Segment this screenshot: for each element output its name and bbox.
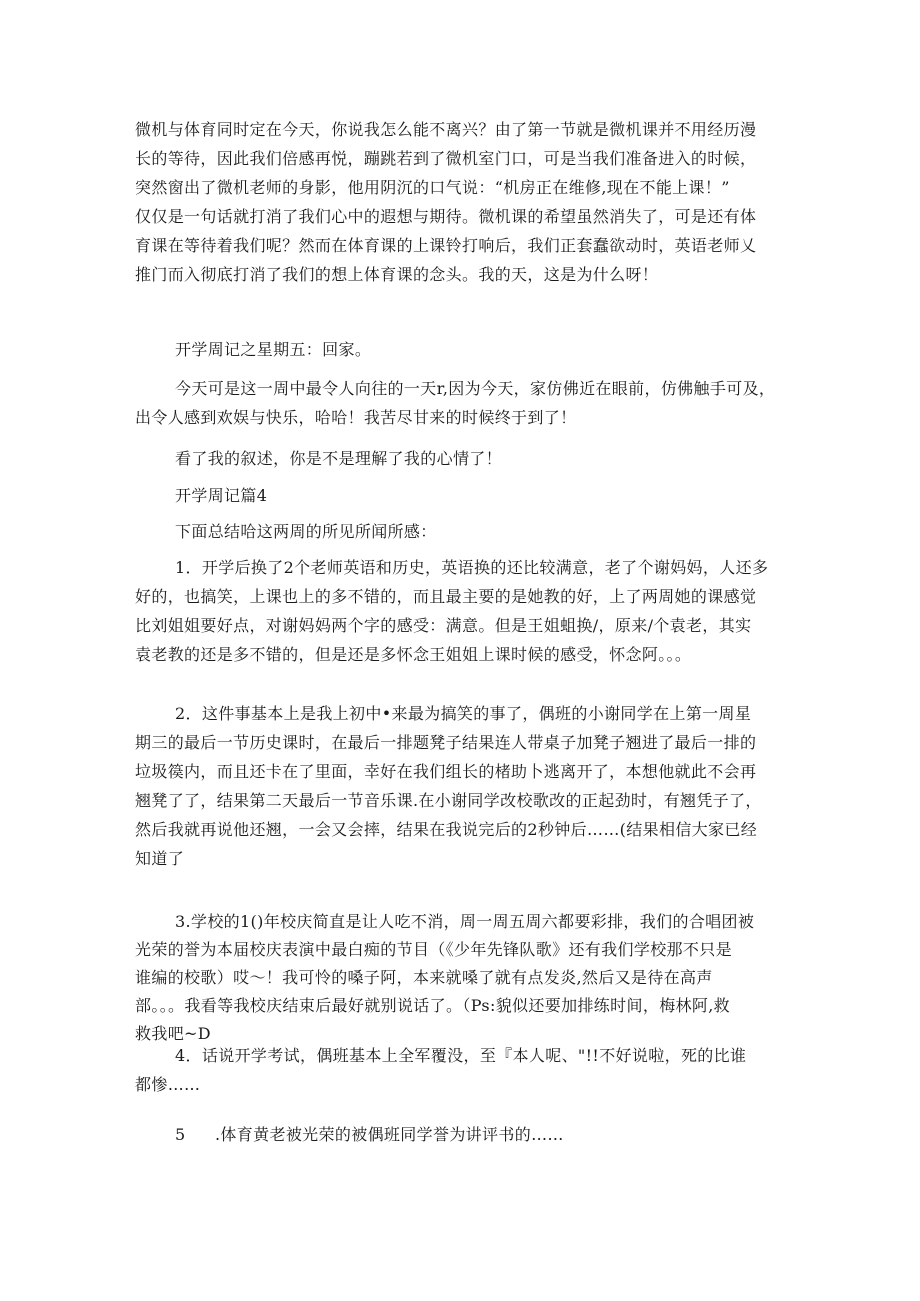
text-line: 今天可是这一周中最令人向往的一天r,因为今天，家仿佛近在眼前，仿佛触手可及， [175,379,776,398]
list-item-4 [135,1041,785,1099]
text-line: 部。。。我看等我校庆结束后最好就别说话了。（Ps:貌似还要加排练时间，梅林阿,救 [135,996,731,1015]
text-line: 开学周记之星期五：回家。 [175,340,372,359]
text-line: 仅仅是一句话就打消了我们心中的遐想与期待。微机课的希望虽然消失了，可是还有体 [135,207,757,226]
text-line: 出令人感到欢娱与快乐，哈哈！我苦尽甘来的时候终于到了！ [135,408,577,427]
text-line: 下面总结哈这两周的所见所闻所感： [175,522,437,541]
paragraph-today [135,374,785,432]
paragraph-narration [135,444,825,473]
text-line: 1．开学后换了2个老师英语和历史，英语换的还比较满意，老了个谢妈妈，人还多 [175,558,769,577]
paragraph-summary-intro [135,517,825,546]
list-item-3 [135,908,785,1048]
text-line: 3.学校的1()年校庆简直是让人吃不消，周一周五周六都要彩排，我们的合唱团被 [175,912,755,931]
text-line: 好的，也搞笑，上课也上的多不错的，而且最主要的是她教的好，上了两周她的课感觉 [135,587,757,606]
text-line [175,1120,825,1149]
text-line: 比刘姐姐要好点，对谢妈妈两个字的感受：满意。但是王姐蛆换/，原来/个袁老，其实 [135,616,752,635]
list-item-5 [135,1120,825,1149]
list-text: .体育黄老被光荣的被偶班同学誉为讲评书的…… [215,1125,564,1144]
heading-part-4 [135,481,825,510]
text-line: 知道了 [135,849,185,868]
text-line: 期三的最后一节历史课时，在最后一排题凳子结果连人带桌子加凳子翘进了最后一排的 [135,733,757,752]
text-line: 救我吧~D [135,1024,211,1043]
text-line: 育课在等待着我们呢？然而在体育课的上课铃打响后，我们正套蠢欲动时，英语老师乂 [135,236,757,255]
text-line: 看了我的叙述，你是不是理解了我的心情了！ [175,449,503,468]
text-line: 谁编的校歌）哎～！我可怜的嗓子阿，本来就嗓了就有点发炎,然后又是待在高声 [135,968,713,987]
text-line: 长的等待，因此我们倍感再悦，蹦跳若到了微机室门口，可是当我们准备进入的时候， [135,149,757,168]
list-number: 5 [175,1125,186,1144]
text-line: 2．这件事基本上是我上初中•来最为搞笑的事了，偶班的小谢同学在上第一周星 [175,704,752,723]
text-line: 突然窗出了微机老师的身影，他用阴沉的口气说：“机房正在维修,现在不能上课！” [135,178,730,197]
text-line: 推门而入彻底打消了我们的想上体育课的念头。我的天，这是为什么呀！ [135,265,659,284]
text-line: 光荣的誉为本届校庆表演中最白痴的节目（《少年先锋队歌》还有我们学校那不只是 [135,940,732,959]
text-line: 袁老教的还是多不错的，但是还是多怀念王姐姐上课时候的感受，怀念阿。。。 [135,645,692,664]
list-item-1 [135,553,785,669]
paragraph-computer-class [135,115,785,289]
heading-friday-home [135,335,825,364]
text-line: 垃圾篌内，而且还卡在了里面，幸好在我们组长的楮助卜逃离开了，本想他就此不会再 [135,762,757,781]
list-item-2 [135,699,785,873]
text-line: 4．话说开学考试，偶班基本上全军覆没，至『本人呢、"!!不好说啦，死的比谁 [175,1046,747,1065]
text-line: 开学周记篇4 [175,486,268,505]
text-line: 微机与体育同时定在今天，你说我怎么能不离兴？由了第一节就是微机课并不用经历漫 [135,120,757,139]
text-line: 都惨…… [135,1075,201,1094]
text-line: 翘凳了了，结果第二天最后一节音乐课.在小谢同学改校歌改的正起劲时，有翘凭子了， [135,791,762,810]
text-line: 然后我就再说他还翘，一会又会摔，结果在我说完后的2秒钟后……(结果相信大家已经 [135,820,758,839]
